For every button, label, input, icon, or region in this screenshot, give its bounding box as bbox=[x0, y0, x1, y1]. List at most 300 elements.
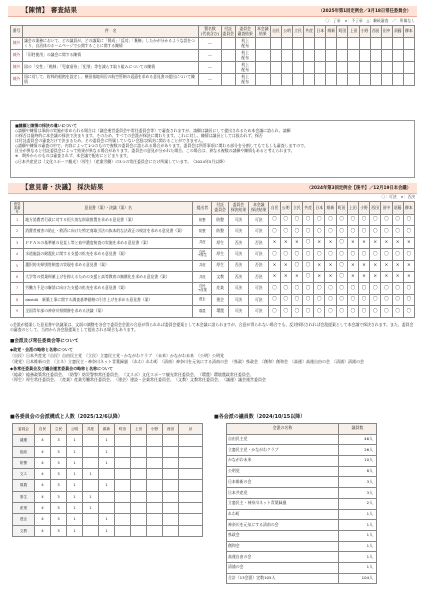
petition-note-line: ※ 期外からのものは審査されず、本会議で配布にとどまります。 bbox=[15, 153, 131, 159]
table-row bbox=[13, 514, 203, 525]
committee-member-count bbox=[179, 480, 203, 491]
opinion-vote: 〇 bbox=[403, 306, 414, 317]
opinion-vote: 〇 bbox=[336, 294, 347, 305]
opinion-committee: 厚生 bbox=[212, 237, 228, 248]
table-row bbox=[227, 445, 377, 456]
petition-vote bbox=[326, 74, 337, 86]
petition-col-header: 署名数 (代表含む) bbox=[200, 25, 220, 36]
committee-member-count: 3 bbox=[51, 514, 67, 525]
petition-vote bbox=[370, 38, 381, 50]
faction-name: 日本維新の会 bbox=[227, 477, 339, 488]
committee-name: 文ス bbox=[13, 469, 35, 480]
petition-vote bbox=[359, 50, 370, 62]
opinion-vote: 〇 bbox=[381, 249, 392, 260]
committee-member-count: 1 bbox=[67, 503, 83, 514]
opinion-col-header: 意見書（案）・決議（案）名 bbox=[24, 202, 193, 215]
opinion-vote: 〇 bbox=[358, 306, 369, 317]
committee-member-count: 1 bbox=[67, 457, 83, 468]
committee-member-count bbox=[163, 446, 179, 457]
opinion-committee: 厚生 bbox=[212, 249, 228, 260]
opinion-col-header: 委員会 採決結果 bbox=[228, 202, 248, 215]
opinion-vote: 〇 bbox=[314, 249, 325, 260]
abbrev-committee-line-1: （総政）総務政策常任委員会、（防警）防災警察常任委員会、（文スポ）文化スポーツ観光常任委員会、（環農）環境農政常任委員会、 bbox=[10, 371, 254, 377]
faction-count: 8人 bbox=[339, 466, 377, 477]
petition-plenary-result bbox=[255, 38, 270, 50]
committee-member-count bbox=[163, 480, 179, 491]
abbrev-party-line-1: （自民）日本共産党（自民）自由民主党 （立民）立憲民主党・かながわクラブ （未来）かながわ未来 （公明）公明党 bbox=[10, 353, 224, 359]
faction-count: 1人 bbox=[339, 530, 377, 541]
petition-note-line: は付託委員会の審査だけで決まるため、その委員会に所属していない会派は採決に関わることができません。 bbox=[15, 138, 206, 144]
opinion-vote: 〇 bbox=[325, 283, 336, 294]
opinion-submitter: 防整 bbox=[193, 215, 212, 226]
opinion-vote: 〇 bbox=[280, 226, 291, 237]
faction-col-header: 会派の名称 bbox=[227, 424, 339, 435]
committee-member-count bbox=[163, 469, 179, 480]
opinion-plenary-result: 否決 bbox=[249, 237, 269, 248]
committee-member-count bbox=[115, 457, 131, 468]
petition-vote bbox=[281, 38, 292, 50]
committee-member-count: 1 bbox=[99, 480, 115, 491]
opinion-vote: × bbox=[347, 271, 358, 282]
petition-vote bbox=[315, 74, 326, 86]
committee-member-count: 1 bbox=[67, 446, 83, 457]
opinion-vote: 〇 bbox=[370, 226, 381, 237]
opinion-vote: × bbox=[291, 271, 302, 282]
opinion-submitter: 自民 →厚生 bbox=[193, 249, 212, 260]
opinion-vote: 〇 bbox=[291, 226, 302, 237]
committee-col-header: 公明 bbox=[67, 424, 83, 435]
opinion-vote: 〇 bbox=[392, 306, 403, 317]
faction-count: 3人 bbox=[339, 477, 377, 488]
petition-title: 「旧姓使用」の議会に関する陳情 bbox=[23, 50, 199, 62]
table-row bbox=[227, 541, 377, 552]
committee-member-count: 1 bbox=[99, 525, 115, 536]
opinion-vote: 〇 bbox=[303, 294, 314, 305]
committee-col-header: 町田 bbox=[115, 424, 131, 435]
committee-member-count: 4 bbox=[35, 435, 51, 446]
committee-member-count: 4 bbox=[35, 480, 51, 491]
opinion-vote: × bbox=[314, 237, 325, 248]
opinion-number: 2 bbox=[11, 226, 24, 237]
opinion-vote: 〇 bbox=[347, 306, 358, 317]
petition-number: 陳外 bbox=[11, 74, 23, 86]
faction-count: 46人 bbox=[339, 434, 377, 445]
opinion-vote: 〇 bbox=[403, 249, 414, 260]
petition-committee-result: 机上 配布 bbox=[235, 50, 255, 62]
opinion-col-header: 立民 bbox=[291, 202, 302, 215]
opinion-vote: × bbox=[358, 271, 369, 282]
abbrev-title: ■会派及び常任委員会等について bbox=[10, 339, 79, 344]
opinion-vote: 〇 bbox=[314, 306, 325, 317]
opinion-vote: 〇 bbox=[381, 306, 392, 317]
faction-name: 神奈川を元気にする清南の会 bbox=[227, 520, 339, 531]
table-row bbox=[13, 435, 203, 446]
committee-member-count: 1 bbox=[67, 480, 83, 491]
opinion-col-header: 提出者 bbox=[193, 202, 212, 215]
petition-committee-result: 机上 配布 bbox=[235, 62, 255, 74]
committee-table bbox=[12, 423, 203, 537]
faction-count: 26人 bbox=[339, 445, 377, 456]
opinion-vote: × bbox=[370, 237, 381, 248]
opinion-vote: 〇 bbox=[291, 260, 302, 271]
opinion-vote: 〇 bbox=[392, 294, 403, 305]
opinion-vote: 〇 bbox=[358, 249, 369, 260]
opinion-vote: 〇 bbox=[347, 215, 358, 226]
opinion-number: 4 bbox=[11, 249, 24, 260]
opinion-vote: × bbox=[291, 237, 302, 248]
opinion-vote: 〇 bbox=[303, 271, 314, 282]
opinion-col-header: 柳本 bbox=[403, 202, 414, 215]
committee-member-count: 4 bbox=[35, 525, 51, 536]
committee-member-count bbox=[163, 435, 179, 446]
opinion-vote: 〇 bbox=[392, 283, 403, 294]
opinion-plenary-result: 可決 bbox=[249, 249, 269, 260]
opinion-vote: 〇 bbox=[269, 249, 280, 260]
opinion-col-header: 本会議 採決結果 bbox=[249, 202, 269, 215]
opinion-vote: 〇 bbox=[347, 226, 358, 237]
committee-member-count: 1 bbox=[67, 491, 83, 502]
opinion-vote: 〇 bbox=[325, 294, 336, 305]
committee-member-count: 3 bbox=[51, 491, 67, 502]
faction-name: かながわ未来 bbox=[227, 456, 339, 467]
opinion-col-header: 付託 委員会 bbox=[212, 202, 228, 215]
committee-member-count bbox=[83, 457, 99, 468]
petition-vote bbox=[359, 74, 370, 86]
committee-member-count bbox=[115, 480, 131, 491]
committee-member-count bbox=[179, 525, 203, 536]
opinion-vote: × bbox=[325, 260, 336, 271]
opinion-committee-result: 否決 bbox=[228, 271, 248, 282]
opinion-title: 全国青年部の神奈川県開催を求める決議（案） bbox=[24, 306, 193, 317]
opinion-vote: 〇 bbox=[325, 306, 336, 317]
committee-member-count bbox=[131, 503, 147, 514]
petition-col-header: 小野 bbox=[359, 26, 370, 38]
petition-col-header: 上田 bbox=[348, 26, 359, 38]
faction-count: 1人 bbox=[339, 552, 377, 563]
opinion-committee: 建企 bbox=[212, 294, 228, 305]
committee-col-header: 委員会 bbox=[13, 424, 35, 435]
table-row bbox=[227, 456, 377, 467]
committee-col-header: 小野 bbox=[147, 424, 163, 435]
opinion-plenary-result: 可決 bbox=[249, 226, 269, 237]
opinion-vote: 〇 bbox=[280, 249, 291, 260]
petition-vote bbox=[293, 38, 304, 50]
committee-member-count: 4 bbox=[35, 514, 51, 525]
committee-member-count bbox=[115, 435, 131, 446]
opinion-vote: × bbox=[370, 271, 381, 282]
opinion-vote: 〇 bbox=[358, 294, 369, 305]
opinion-vote: 〇 bbox=[403, 294, 414, 305]
opinion-vote: 〇 bbox=[291, 215, 302, 226]
petition-vote bbox=[392, 62, 403, 74]
opinion-vote: × bbox=[392, 271, 403, 282]
petition-plenary-result bbox=[255, 62, 270, 74]
petition-section-subtitle: （2025年第1回定例会／3月18日常任委員会） bbox=[318, 8, 411, 14]
committee-member-count bbox=[99, 469, 115, 480]
committee-member-count: 3 bbox=[51, 525, 67, 536]
opinion-vote: × bbox=[358, 237, 369, 248]
table-row bbox=[11, 260, 415, 271]
committee-name: 防警 bbox=[13, 457, 35, 468]
opinion-table bbox=[10, 201, 415, 318]
petition-vote bbox=[315, 50, 326, 62]
petition-vote bbox=[270, 74, 281, 86]
committee-col-header: 共産 bbox=[83, 424, 99, 435]
opinion-plenary-result: 否決 bbox=[249, 260, 269, 271]
opinion-vote: × bbox=[280, 237, 291, 248]
opinion-committee-result: 可決 bbox=[228, 249, 248, 260]
abbrev-party-subtitle: ◆政党・会派の略称と名称について bbox=[10, 347, 73, 353]
committee-member-count: 1 bbox=[67, 514, 83, 525]
committee-member-count bbox=[115, 514, 131, 525]
petition-committee bbox=[221, 74, 235, 86]
petition-title: 国の「女性」「税制」「児童虐待」「犯罪」等を減らす取り組みについての陳情 bbox=[23, 62, 199, 74]
faction-count: 104人 bbox=[339, 573, 377, 584]
opinion-col-header: 維新 bbox=[325, 202, 336, 215]
opinion-vote: 〇 bbox=[381, 215, 392, 226]
committee-member-count bbox=[163, 491, 179, 502]
table-row bbox=[11, 249, 415, 260]
petition-vote bbox=[348, 74, 359, 86]
table-row bbox=[227, 477, 377, 488]
petition-vote bbox=[348, 62, 359, 74]
table-row bbox=[11, 294, 415, 305]
petition-number: 陳外 bbox=[11, 62, 23, 74]
petition-col-header: 番号 bbox=[11, 26, 23, 38]
table-row bbox=[11, 215, 415, 226]
opinion-vote: 〇 bbox=[291, 306, 302, 317]
opinion-col-header: 自民 bbox=[269, 202, 280, 215]
petition-note-line: ◇請願や陳情の審査の中で、内容によって1つのもので複数の委員会に諮られる場合があります。委員会は所管事項に関わる部分を分割してもてもしも審査しますので、 bbox=[15, 143, 308, 149]
petition-col-header: 田中 bbox=[381, 26, 392, 38]
opinion-vote: 〇 bbox=[269, 226, 280, 237]
opinion-vote: 〇 bbox=[381, 294, 392, 305]
committee-member-count: 1 bbox=[83, 469, 99, 480]
opinion-vote: 〇 bbox=[370, 294, 381, 305]
table-row bbox=[227, 434, 377, 445]
table-row bbox=[13, 446, 203, 457]
table-row bbox=[227, 573, 377, 584]
opinion-vote: 〇 bbox=[269, 283, 280, 294]
opinion-number: 1 bbox=[11, 215, 24, 226]
opinion-vote: × bbox=[314, 271, 325, 282]
petition-table bbox=[10, 25, 415, 86]
petition-vote bbox=[370, 62, 381, 74]
opinion-section-title: 【意見書・決議】 採決結果 bbox=[22, 184, 104, 191]
petition-committee bbox=[221, 62, 235, 74]
opinion-vote: 〇 bbox=[392, 249, 403, 260]
opinion-vote: × bbox=[358, 260, 369, 271]
opinion-committee: 厚生 bbox=[212, 260, 228, 271]
committee-member-count: 1 bbox=[67, 435, 83, 446]
opinion-submitter: 共産 bbox=[193, 260, 212, 271]
opinion-vote: 〇 bbox=[303, 237, 314, 248]
committee-member-count bbox=[131, 457, 147, 468]
opinion-col-header: 日本 bbox=[314, 202, 325, 215]
petition-vote bbox=[270, 62, 281, 74]
committee-member-count: 3 bbox=[51, 435, 67, 446]
committee-member-count bbox=[179, 514, 203, 525]
faction-count: 2人 bbox=[339, 498, 377, 509]
opinion-vote: 〇 bbox=[280, 283, 291, 294]
opinion-vote: 〇 bbox=[336, 283, 347, 294]
table-row bbox=[13, 503, 203, 514]
opinion-committee-result: 否決 bbox=[228, 260, 248, 271]
committee-member-count: 1 bbox=[99, 435, 115, 446]
petition-vote bbox=[370, 74, 381, 86]
opinion-vote: 〇 bbox=[358, 215, 369, 226]
petition-vote bbox=[293, 74, 304, 86]
committee-name: 建企 bbox=[13, 514, 35, 525]
opinion-submitter: 建企 bbox=[193, 294, 212, 305]
faction-count: 3人 bbox=[339, 488, 377, 499]
committee-member-count bbox=[147, 503, 163, 514]
committee-member-count: 1 bbox=[83, 503, 99, 514]
table-row bbox=[13, 491, 203, 502]
opinion-section-subtitle: （2024年第3回定例会【後半】／12月19日本会議） bbox=[306, 185, 411, 191]
petition-vote bbox=[348, 50, 359, 62]
committee-member-count: 3 bbox=[51, 457, 67, 468]
opinion-vote: 〇 bbox=[336, 226, 347, 237]
petition-col-header: 須藤 bbox=[392, 26, 403, 38]
opinion-vote: × bbox=[370, 260, 381, 271]
petition-note-line: ◇請願や陳情は事前の実施が求められる場合は（議会運営委員会や常任委員会等）で審査されますが、請願は議長にして提出されるため本会議に諮られ、請願 bbox=[15, 128, 291, 134]
faction-name: 立憲民主党・かながわクラブ bbox=[227, 445, 339, 456]
petition-vote bbox=[337, 50, 348, 62]
committee-member-count bbox=[115, 446, 131, 457]
petition-number: 陳外 bbox=[11, 50, 23, 62]
opinion-vote: 〇 bbox=[280, 294, 291, 305]
committee-member-count bbox=[83, 525, 99, 536]
petition-col-header: 柳本 bbox=[403, 26, 414, 38]
table-row bbox=[13, 469, 203, 480]
petition-col-header: 公明 bbox=[281, 26, 292, 38]
petition-col-header: 自民 bbox=[270, 26, 281, 38]
petition-col-header: 日本 bbox=[315, 26, 326, 38]
petition-vote bbox=[281, 62, 292, 74]
opinion-committee: 環農 bbox=[212, 306, 228, 317]
opinion-plenary-result: 否決 bbox=[249, 271, 269, 282]
table-row bbox=[11, 74, 415, 86]
opinion-vote: 〇 bbox=[314, 283, 325, 294]
faction-count: 10人 bbox=[339, 456, 377, 467]
committee-member-count: 1 bbox=[99, 446, 115, 457]
opinion-vote: 〇 bbox=[314, 294, 325, 305]
committee-member-count bbox=[163, 457, 179, 468]
committee-name: 文教 bbox=[13, 525, 35, 536]
opinion-vote: 〇 bbox=[336, 237, 347, 248]
committee-col-header: 西田 bbox=[163, 424, 179, 435]
faction-name: 県政会 bbox=[227, 530, 339, 541]
petition-vote bbox=[348, 38, 359, 50]
opinion-vote: × bbox=[347, 260, 358, 271]
committee-table-title: ■各委員会の会派構成と人数（2025/12/6以降） bbox=[10, 414, 123, 420]
abbrev-committee-subtitle: ◆各常任委員会及び議会運営委員会の略称と名称について bbox=[10, 366, 113, 372]
opinion-vote: × bbox=[314, 260, 325, 271]
opinion-committee: 文教 bbox=[212, 271, 228, 282]
petition-vote bbox=[304, 38, 315, 50]
committee-member-count bbox=[131, 491, 147, 502]
committee-member-count bbox=[163, 503, 179, 514]
opinion-vote: × bbox=[325, 271, 336, 282]
petition-signatures: — bbox=[199, 74, 221, 86]
opinion-title: 地方消費者行政に対する恒久的な財政措置を求める意見書（案） bbox=[24, 215, 193, 226]
opinion-vote: × bbox=[347, 237, 358, 248]
petition-vote bbox=[326, 62, 337, 74]
opinion-vote: 〇 bbox=[303, 226, 314, 237]
table-row bbox=[11, 283, 415, 294]
opinion-vote: × bbox=[269, 237, 280, 248]
opinion-vote: 〇 bbox=[392, 226, 403, 237]
committee-member-count: 4 bbox=[35, 491, 51, 502]
opinion-submitter: 自民 →産業 bbox=[193, 283, 212, 294]
table-row bbox=[227, 498, 377, 509]
committee-member-count bbox=[147, 457, 163, 468]
committee-member-count: 3 bbox=[51, 480, 67, 491]
petition-vote bbox=[315, 62, 326, 74]
table-row bbox=[11, 226, 415, 237]
opinion-col-header: 西田 bbox=[370, 202, 381, 215]
opinion-title: ＰＦＡＳの基準値の見直し等と血中濃度検査の実施を求める意見書（案） bbox=[24, 237, 193, 248]
petition-vote bbox=[381, 38, 392, 50]
petition-vote bbox=[270, 38, 281, 50]
opinion-vote: 〇 bbox=[314, 226, 325, 237]
faction-name: 高運自由の会 bbox=[227, 552, 339, 563]
committee-member-count bbox=[131, 435, 147, 446]
opinion-vote: 〇 bbox=[403, 283, 414, 294]
petition-vote bbox=[403, 62, 414, 74]
opinion-legend: 〇：可決 ×：否決 bbox=[381, 194, 415, 199]
petition-vote bbox=[381, 62, 392, 74]
faction-col-header: 議員数 bbox=[339, 424, 377, 435]
petition-vote bbox=[337, 74, 348, 86]
petition-note-line: 区分が異なると付託委員会によって結果が異なる場合があります。委員会の意見が分かれた場合、この場合は、異なる複数の請願や陳情もあると考えられます。 bbox=[15, 148, 295, 154]
committee-member-count bbox=[163, 514, 179, 525]
opinion-col-header: 共産 bbox=[303, 202, 314, 215]
faction-name: 立憲民主・神奈川ネット青葉緑風 bbox=[227, 498, 339, 509]
opinion-submitter: 環農 bbox=[193, 306, 212, 317]
table-row bbox=[11, 38, 415, 50]
committee-member-count: 3 bbox=[51, 469, 67, 480]
committee-col-header: 自民 bbox=[35, 424, 51, 435]
opinion-committee-result: 可決 bbox=[228, 294, 248, 305]
faction-name: 自由民主党 bbox=[227, 434, 339, 445]
opinion-vote: 〇 bbox=[336, 260, 347, 271]
petition-col-header: 共産 bbox=[304, 26, 315, 38]
opinion-vote: 〇 bbox=[370, 306, 381, 317]
opinion-committee-result: 可決 bbox=[228, 215, 248, 226]
faction-table-title: ■各会派の議員数（2024/10/15以降） bbox=[214, 414, 306, 420]
committee-name: 産業 bbox=[13, 503, 35, 514]
committee-member-count bbox=[83, 446, 99, 457]
petition-vote bbox=[315, 38, 326, 50]
opinion-col-header: 上田 bbox=[347, 202, 358, 215]
committee-member-count bbox=[179, 503, 203, 514]
opinion-committee: 防整 bbox=[212, 226, 228, 237]
committee-member-count bbox=[115, 491, 131, 502]
committee-member-count bbox=[99, 503, 115, 514]
opinion-number: 3 bbox=[11, 237, 24, 248]
opinion-note: ◇会派が提案した意見書や決議案は、文面の調整を各会で委員会会派の合意が得られれば委員会提案として本会議に諮られますが、合意が得られない場合でも、反対採択されれば会派提案として本会議で採決されます。また、委員会の審査のとして、当初から各会派提案として提出される場合もあります。 bbox=[10, 322, 414, 333]
petition-committee-result: 机上 配布 bbox=[235, 74, 255, 86]
petition-col-header: 立民 bbox=[293, 26, 304, 38]
table-row bbox=[227, 552, 377, 563]
opinion-vote: × bbox=[269, 271, 280, 282]
opinion-vote: 〇 bbox=[347, 294, 358, 305]
petition-vote bbox=[304, 50, 315, 62]
petition-col-header: 件 名 bbox=[23, 26, 199, 38]
abbrev-party-line-2: （建党）日本維新の会 （立ネ）立憲民主・神奈川ネット青葉緑風 （れわ）れわ町 （清南）神奈川を元気にする清南の会 （県政）県政会 （創和）創和会 （高運）高運自由の会 （清浦）清浦の会 bbox=[10, 358, 364, 364]
